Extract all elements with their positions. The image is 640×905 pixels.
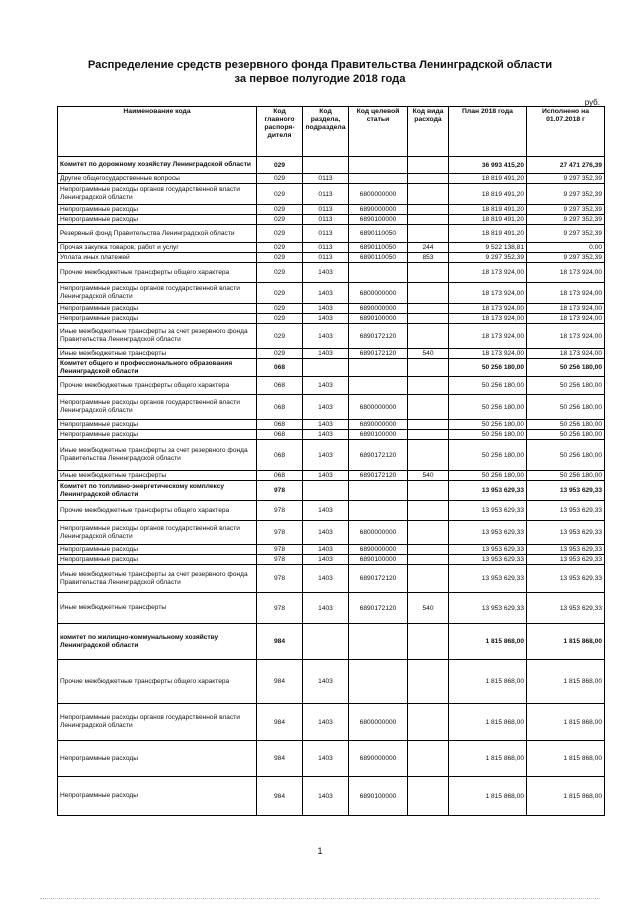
row-name: Непрограммные расходы органов государственной власти Ленинградской области bbox=[58, 283, 257, 304]
row-plan: 1 815 868,00 bbox=[449, 704, 527, 741]
row-target-code: 6890110050 bbox=[349, 225, 408, 243]
row-plan: 50 256 180,00 bbox=[449, 430, 527, 440]
row-plan: 13 953 629,33 bbox=[449, 565, 527, 593]
row-section-code: 1403 bbox=[303, 283, 349, 304]
row-plan: 50 256 180,00 bbox=[449, 420, 527, 430]
row-chief-admin-code: 978 bbox=[257, 501, 303, 521]
row-expense-type-code: 540 bbox=[408, 593, 449, 624]
row-target-code bbox=[349, 377, 408, 395]
row-expense-type-code bbox=[408, 555, 449, 565]
row-executed: 50 256 180,00 bbox=[527, 430, 605, 440]
row-target-code: 6800000000 bbox=[349, 283, 408, 304]
row-expense-type-code bbox=[408, 521, 449, 545]
row-chief-admin-code: 029 bbox=[257, 304, 303, 314]
row-target-code: 6890100000 bbox=[349, 555, 408, 565]
table-body bbox=[58, 157, 605, 816]
row-chief-admin-code: 978 bbox=[257, 545, 303, 555]
row-expense-type-code bbox=[408, 440, 449, 471]
row-target-code: 6890100000 bbox=[349, 314, 408, 324]
table-row bbox=[58, 359, 605, 377]
table-row bbox=[58, 377, 605, 395]
row-name: Непрограммные расходы bbox=[58, 205, 257, 215]
row-chief-admin-code: 029 bbox=[257, 263, 303, 283]
row-plan: 18 173 924,00 bbox=[449, 304, 527, 314]
row-name: Непрограммные расходы органов государственной власти Ленинградской области bbox=[58, 521, 257, 545]
row-target-code: 6800000000 bbox=[349, 521, 408, 545]
page-number: 1 bbox=[317, 846, 323, 856]
table-row bbox=[58, 283, 605, 304]
row-chief-admin-code: 068 bbox=[257, 359, 303, 377]
row-section-code bbox=[303, 624, 349, 660]
row-expense-type-code bbox=[408, 157, 449, 174]
row-chief-admin-code: 068 bbox=[257, 420, 303, 430]
row-chief-admin-code: 978 bbox=[257, 481, 303, 501]
row-target-code: 6890172120 bbox=[349, 593, 408, 624]
row-target-code: 6890110050 bbox=[349, 243, 408, 253]
row-section-code: 1403 bbox=[303, 471, 349, 481]
row-section-code: 0113 bbox=[303, 253, 349, 263]
row-name: Непрограммные расходы bbox=[58, 420, 257, 430]
row-executed: 50 256 180,00 bbox=[527, 359, 605, 377]
row-executed: 1 815 868,00 bbox=[527, 624, 605, 660]
row-section-code: 0113 bbox=[303, 215, 349, 225]
row-plan: 50 256 180,00 bbox=[449, 377, 527, 395]
row-target-code: 6890000000 bbox=[349, 304, 408, 314]
row-expense-type-code bbox=[408, 314, 449, 324]
row-executed: 13 953 629,33 bbox=[527, 501, 605, 521]
table-row bbox=[58, 471, 605, 481]
table-row bbox=[58, 430, 605, 440]
row-expense-type-code bbox=[408, 545, 449, 555]
row-target-code: 6890000000 bbox=[349, 420, 408, 430]
row-name: Иные межбюджетные трансферты bbox=[58, 349, 257, 359]
row-section-code: 1403 bbox=[303, 704, 349, 741]
row-section-code: 1403 bbox=[303, 349, 349, 359]
row-plan: 18 173 924,00 bbox=[449, 263, 527, 283]
row-name: Иные межбюджетные трансферты за счет резервного фонда Правительства Ленинградской области bbox=[58, 324, 257, 349]
table-row bbox=[58, 225, 605, 243]
row-plan: 18 173 924,00 bbox=[449, 349, 527, 359]
table-row bbox=[58, 395, 605, 420]
table-row bbox=[58, 420, 605, 430]
table-row bbox=[58, 253, 605, 263]
row-target-code: 6890172120 bbox=[349, 565, 408, 593]
row-executed: 27 471 276,39 bbox=[527, 157, 605, 174]
row-plan: 13 953 629,33 bbox=[449, 501, 527, 521]
row-section-code: 0113 bbox=[303, 184, 349, 205]
row-target-code bbox=[349, 624, 408, 660]
row-executed: 13 953 629,33 bbox=[527, 481, 605, 501]
table-row bbox=[58, 314, 605, 324]
row-chief-admin-code: 978 bbox=[257, 593, 303, 624]
header-executed: Исполнено на 01.07.2018 г bbox=[527, 107, 605, 157]
row-executed: 18 173 924,00 bbox=[527, 324, 605, 349]
row-section-code: 1403 bbox=[303, 430, 349, 440]
row-chief-admin-code: 029 bbox=[257, 225, 303, 243]
row-expense-type-code bbox=[408, 481, 449, 501]
row-executed: 18 173 924,00 bbox=[527, 304, 605, 314]
row-section-code: 1403 bbox=[303, 324, 349, 349]
row-plan: 18 819 491,20 bbox=[449, 225, 527, 243]
row-chief-admin-code: 984 bbox=[257, 704, 303, 741]
row-chief-admin-code: 029 bbox=[257, 215, 303, 225]
row-plan: 1 815 868,00 bbox=[449, 660, 527, 704]
row-executed: 13 953 629,33 bbox=[527, 565, 605, 593]
table-row bbox=[58, 243, 605, 253]
header-section-code: Код раздела, подраздела bbox=[303, 107, 349, 157]
row-name: Непрограммные расходы bbox=[58, 304, 257, 314]
row-name: Уплата иных платежей bbox=[58, 253, 257, 263]
row-target-code bbox=[349, 481, 408, 501]
row-executed: 1 815 868,00 bbox=[527, 704, 605, 741]
row-chief-admin-code: 068 bbox=[257, 377, 303, 395]
row-plan: 18 173 924,00 bbox=[449, 314, 527, 324]
table-row bbox=[58, 184, 605, 205]
table-row bbox=[58, 174, 605, 184]
table-header-row bbox=[58, 107, 605, 157]
row-section-code: 1403 bbox=[303, 777, 349, 816]
row-chief-admin-code: 029 bbox=[257, 283, 303, 304]
row-plan: 18 819 491,20 bbox=[449, 215, 527, 225]
row-plan: 13 953 629,33 bbox=[449, 481, 527, 501]
table-row bbox=[58, 157, 605, 174]
row-chief-admin-code: 978 bbox=[257, 565, 303, 593]
row-name: Резервный фонд Правительства Ленинградской области bbox=[58, 225, 257, 243]
row-plan: 13 953 629,33 bbox=[449, 555, 527, 565]
row-target-code bbox=[349, 263, 408, 283]
row-section-code: 1403 bbox=[303, 555, 349, 565]
row-plan: 50 256 180,00 bbox=[449, 440, 527, 471]
row-plan: 9 522 138,81 bbox=[449, 243, 527, 253]
row-section-code bbox=[303, 359, 349, 377]
row-chief-admin-code: 068 bbox=[257, 471, 303, 481]
row-chief-admin-code: 978 bbox=[257, 521, 303, 545]
table-row bbox=[58, 304, 605, 314]
row-name: Другие общегосударственные вопросы bbox=[58, 174, 257, 184]
row-expense-type-code bbox=[408, 777, 449, 816]
row-plan: 18 819 491,20 bbox=[449, 205, 527, 215]
row-chief-admin-code: 068 bbox=[257, 395, 303, 420]
table-row bbox=[58, 349, 605, 359]
row-section-code: 1403 bbox=[303, 545, 349, 555]
row-target-code: 6890000000 bbox=[349, 205, 408, 215]
row-section-code: 0113 bbox=[303, 174, 349, 184]
row-executed: 9 297 352,39 bbox=[527, 184, 605, 205]
table-row bbox=[58, 741, 605, 777]
row-section-code: 1403 bbox=[303, 377, 349, 395]
row-section-code bbox=[303, 157, 349, 174]
row-name: Комитет общего и профессионального образования Ленинградской области bbox=[58, 359, 257, 377]
row-chief-admin-code: 029 bbox=[257, 174, 303, 184]
row-name: Непрограммные расходы bbox=[58, 215, 257, 225]
row-chief-admin-code: 029 bbox=[257, 205, 303, 215]
row-executed: 50 256 180,00 bbox=[527, 420, 605, 430]
row-target-code: 6890100000 bbox=[349, 430, 408, 440]
row-target-code: 6890000000 bbox=[349, 545, 408, 555]
row-target-code: 6890110050 bbox=[349, 253, 408, 263]
row-plan: 13 953 629,33 bbox=[449, 545, 527, 555]
row-executed: 18 173 924,00 bbox=[527, 283, 605, 304]
row-target-code bbox=[349, 359, 408, 377]
row-name: Иные межбюджетные трансферты за счет резервного фонда Правительства Ленинградской области bbox=[58, 565, 257, 593]
row-plan: 18 819 491,20 bbox=[449, 174, 527, 184]
row-plan: 18 819 491,20 bbox=[449, 184, 527, 205]
reserve-fund-table bbox=[57, 106, 605, 816]
row-chief-admin-code: 978 bbox=[257, 555, 303, 565]
table-row bbox=[58, 481, 605, 501]
row-executed: 9 297 352,39 bbox=[527, 174, 605, 184]
row-expense-type-code bbox=[408, 395, 449, 420]
row-chief-admin-code: 029 bbox=[257, 314, 303, 324]
row-executed: 13 953 629,33 bbox=[527, 521, 605, 545]
row-target-code: 6800000000 bbox=[349, 395, 408, 420]
row-section-code: 1403 bbox=[303, 263, 349, 283]
row-expense-type-code: 540 bbox=[408, 471, 449, 481]
row-name: Непрограммные расходы органов государственной власти Ленинградской области bbox=[58, 704, 257, 741]
row-expense-type-code bbox=[408, 359, 449, 377]
row-name: Непрограммные расходы bbox=[58, 430, 257, 440]
row-chief-admin-code: 029 bbox=[257, 243, 303, 253]
row-expense-type-code bbox=[408, 184, 449, 205]
row-expense-type-code bbox=[408, 215, 449, 225]
row-expense-type-code bbox=[408, 704, 449, 741]
row-target-code: 6890100000 bbox=[349, 215, 408, 225]
header-chief-admin-code: Код главного распоря-дителя bbox=[257, 107, 303, 157]
row-expense-type-code bbox=[408, 420, 449, 430]
row-name: Комитет по топливно-энергетическому комплексу Ленинградской области bbox=[58, 481, 257, 501]
table-row bbox=[58, 593, 605, 624]
table-row bbox=[58, 704, 605, 741]
title-line-1: Распределение средств резервного фонда Правительства Ленинградской области bbox=[87, 59, 553, 71]
header-expense-type-code: Код вида расхода bbox=[408, 107, 449, 157]
row-expense-type-code bbox=[408, 324, 449, 349]
row-executed: 1 815 868,00 bbox=[527, 777, 605, 816]
row-name: Иные межбюджетные трансферты за счет резервного фонда Правительства Ленинградской области bbox=[58, 440, 257, 471]
row-section-code: 1403 bbox=[303, 304, 349, 314]
row-plan: 50 256 180,00 bbox=[449, 359, 527, 377]
row-chief-admin-code: 029 bbox=[257, 157, 303, 174]
row-chief-admin-code: 029 bbox=[257, 253, 303, 263]
row-name: Прочие межбюджетные трансферты общего характера bbox=[58, 377, 257, 395]
row-chief-admin-code: 984 bbox=[257, 624, 303, 660]
row-name: Непрограммные расходы bbox=[58, 555, 257, 565]
row-chief-admin-code: 984 bbox=[257, 777, 303, 816]
row-executed: 9 297 352,39 bbox=[527, 253, 605, 263]
row-name: Непрограммные расходы bbox=[58, 314, 257, 324]
row-executed: 9 297 352,39 bbox=[527, 225, 605, 243]
row-executed: 9 297 352,39 bbox=[527, 215, 605, 225]
row-name: Прочие межбюджетные трансферты общего характера bbox=[58, 263, 257, 283]
row-executed: 0,00 bbox=[527, 243, 605, 253]
row-chief-admin-code: 068 bbox=[257, 440, 303, 471]
row-section-code: 0113 bbox=[303, 243, 349, 253]
row-target-code: 6800000000 bbox=[349, 704, 408, 741]
row-expense-type-code bbox=[408, 263, 449, 283]
row-target-code: 6890172120 bbox=[349, 324, 408, 349]
row-plan: 18 173 924,00 bbox=[449, 324, 527, 349]
row-target-code: 6890172120 bbox=[349, 349, 408, 359]
row-expense-type-code bbox=[408, 205, 449, 215]
row-name: комитет по жилищно-коммунальному хозяйству Ленинградской области bbox=[58, 624, 257, 660]
row-executed: 18 173 924,00 bbox=[527, 314, 605, 324]
row-plan: 36 993 415,20 bbox=[449, 157, 527, 174]
table-row bbox=[58, 324, 605, 349]
row-section-code: 1403 bbox=[303, 660, 349, 704]
table-row bbox=[58, 777, 605, 816]
row-executed: 13 953 629,33 bbox=[527, 545, 605, 555]
row-chief-admin-code: 984 bbox=[257, 660, 303, 704]
row-target-code: 6800000000 bbox=[349, 184, 408, 205]
row-expense-type-code bbox=[408, 501, 449, 521]
row-plan: 9 297 352,39 bbox=[449, 253, 527, 263]
scan-edge-divider bbox=[40, 898, 600, 900]
row-target-code bbox=[349, 174, 408, 184]
row-section-code: 1403 bbox=[303, 565, 349, 593]
row-section-code: 1403 bbox=[303, 521, 349, 545]
row-expense-type-code bbox=[408, 741, 449, 777]
row-executed: 50 256 180,00 bbox=[527, 440, 605, 471]
row-expense-type-code bbox=[408, 624, 449, 660]
row-executed: 1 815 868,00 bbox=[527, 741, 605, 777]
header-name: Наименование кода bbox=[58, 107, 257, 157]
row-executed: 18 173 924,00 bbox=[527, 349, 605, 359]
row-section-code: 1403 bbox=[303, 741, 349, 777]
row-name: Прочие межбюджетные трансферты общего характера bbox=[58, 660, 257, 704]
row-expense-type-code bbox=[408, 660, 449, 704]
header-plan-2018: План 2018 года bbox=[449, 107, 527, 157]
row-name: Непрограммные расходы bbox=[58, 741, 257, 777]
row-section-code: 0113 bbox=[303, 225, 349, 243]
document-title bbox=[0, 58, 640, 86]
row-name: Прочие межбюджетные трансферты общего характера bbox=[58, 501, 257, 521]
table-row bbox=[58, 263, 605, 283]
row-name: Непрограммные расходы органов государственной власти Ленинградской области bbox=[58, 184, 257, 205]
row-section-code: 1403 bbox=[303, 395, 349, 420]
row-executed: 50 256 180,00 bbox=[527, 395, 605, 420]
table-row bbox=[58, 440, 605, 471]
row-expense-type-code bbox=[408, 174, 449, 184]
currency-unit: руб. bbox=[584, 98, 600, 107]
table-row bbox=[58, 555, 605, 565]
row-executed: 9 297 352,39 bbox=[527, 205, 605, 215]
row-name: Непрограммные расходы органов государственной власти Ленинградской области bbox=[58, 395, 257, 420]
row-target-code bbox=[349, 501, 408, 521]
row-target-code: 6890172120 bbox=[349, 440, 408, 471]
row-executed: 50 256 180,00 bbox=[527, 377, 605, 395]
table-row bbox=[58, 624, 605, 660]
row-plan: 13 953 629,33 bbox=[449, 521, 527, 545]
row-executed: 50 256 180,00 bbox=[527, 471, 605, 481]
row-name: Непрограммные расходы bbox=[58, 777, 257, 816]
row-expense-type-code bbox=[408, 565, 449, 593]
row-name: Иные межбюджетные трансферты bbox=[58, 593, 257, 624]
row-target-code: 6890172120 bbox=[349, 471, 408, 481]
row-chief-admin-code: 029 bbox=[257, 184, 303, 205]
row-section-code: 1403 bbox=[303, 593, 349, 624]
row-plan: 50 256 180,00 bbox=[449, 471, 527, 481]
row-section-code: 0113 bbox=[303, 205, 349, 215]
row-plan: 13 953 629,33 bbox=[449, 593, 527, 624]
row-plan: 18 173 924,00 bbox=[449, 283, 527, 304]
row-section-code: 1403 bbox=[303, 314, 349, 324]
row-plan: 1 815 868,00 bbox=[449, 624, 527, 660]
row-name: Иные межбюджетные трансферты bbox=[58, 471, 257, 481]
row-name: Прочая закупка товаров, работ и услуг bbox=[58, 243, 257, 253]
row-name: Непрограммные расходы bbox=[58, 545, 257, 555]
row-section-code: 1403 bbox=[303, 420, 349, 430]
table-row bbox=[58, 521, 605, 545]
row-target-code bbox=[349, 660, 408, 704]
title-line-2: за первое полугодие 2018 года bbox=[234, 73, 406, 85]
table-row bbox=[58, 215, 605, 225]
row-plan: 1 815 868,00 bbox=[449, 741, 527, 777]
row-executed: 18 173 924,00 bbox=[527, 263, 605, 283]
table-row bbox=[58, 501, 605, 521]
header-target-code: Код целевой статьи bbox=[349, 107, 408, 157]
row-name: Комитет по дорожному хозяйству Ленинградской области bbox=[58, 157, 257, 174]
row-executed: 1 815 868,00 bbox=[527, 660, 605, 704]
row-executed: 13 953 629,33 bbox=[527, 555, 605, 565]
row-expense-type-code bbox=[408, 283, 449, 304]
row-target-code bbox=[349, 157, 408, 174]
row-expense-type-code bbox=[408, 225, 449, 243]
row-plan: 1 815 868,00 bbox=[449, 777, 527, 816]
table-row bbox=[58, 205, 605, 215]
row-section-code: 1403 bbox=[303, 440, 349, 471]
row-target-code: 6890000000 bbox=[349, 741, 408, 777]
table-row bbox=[58, 660, 605, 704]
row-expense-type-code bbox=[408, 430, 449, 440]
row-section-code: 1403 bbox=[303, 501, 349, 521]
row-expense-type-code bbox=[408, 304, 449, 314]
row-target-code: 6890100000 bbox=[349, 777, 408, 816]
row-chief-admin-code: 029 bbox=[257, 349, 303, 359]
row-chief-admin-code: 029 bbox=[257, 324, 303, 349]
row-plan: 50 256 180,00 bbox=[449, 395, 527, 420]
row-chief-admin-code: 984 bbox=[257, 741, 303, 777]
row-expense-type-code: 244 bbox=[408, 243, 449, 253]
row-chief-admin-code: 068 bbox=[257, 430, 303, 440]
row-executed: 13 953 629,33 bbox=[527, 593, 605, 624]
table-row bbox=[58, 565, 605, 593]
row-section-code bbox=[303, 481, 349, 501]
table-row bbox=[58, 545, 605, 555]
row-expense-type-code: 540 bbox=[408, 349, 449, 359]
row-expense-type-code bbox=[408, 377, 449, 395]
row-expense-type-code: 853 bbox=[408, 253, 449, 263]
